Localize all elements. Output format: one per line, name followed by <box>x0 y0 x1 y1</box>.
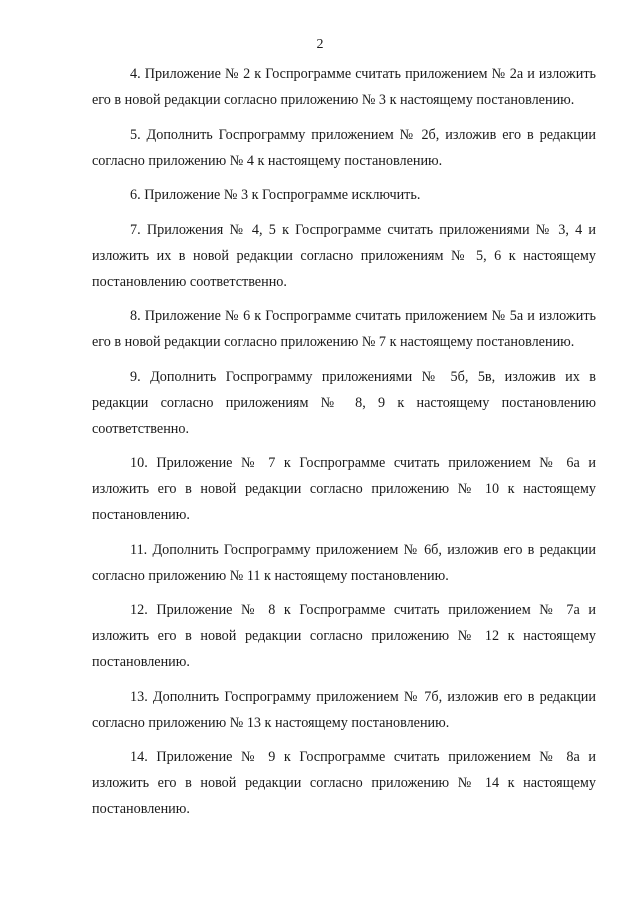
document-body <box>92 61 596 831</box>
paragraph-item-10: 10. Приложение № 7 к Госпрограмме считать приложением № 6а и изложить его в новой редакции согласно приложению № 10 к настоящему постановлению. <box>92 455 596 523</box>
paragraph-item-8: 8. Приложение № 6 к Госпрограмме считать приложением № 5а и изложить его в новой редакции согласно приложению № 7 к настоящему постановлению. <box>92 308 596 350</box>
page-number: 2 <box>316 37 324 52</box>
paragraph-item-6: 6. Приложение № 3 к Госпрограмме исключить. <box>130 187 421 203</box>
paragraph-item-4: 4. Приложение № 2 к Госпрограмме считать приложением № 2а и изложить его в новой редакции согласно приложению № 3 к настоящему постановлению. <box>92 66 596 108</box>
paragraph-item-13: 13. Дополнить Госпрограмму приложением № 7б, изложив его в редакции согласно приложению № 13 к настоящему постановлению. <box>92 688 596 731</box>
paragraph-item-11: 11. Дополнить Госпрограмму приложением № 6б, изложив его в редакции согласно приложению № 11 к настоящему постановлению. <box>92 541 596 584</box>
paragraph-item-14: 14. Приложение № 9 к Госпрограмме считать приложением № 8а и изложить его в новой редакции согласно приложению № 14 к настоящему постановлению. <box>92 749 596 817</box>
paragraph-item-9: 9. Дополнить Госпрограмму приложениями № 5б, 5в, изложив их в редакции согласно приложениям № 8, 9 к настоящему постановлению соответственно. <box>92 368 596 437</box>
paragraph-item-7: 7. Приложения № 4, 5 к Госпрограмме считать приложениями № 3, 4 и изложить их в новой редакции согласно приложениям № 5, 6 к настоящему постановлению соответственно. <box>92 221 596 290</box>
paragraph-item-5: 5. Дополнить Госпрограмму приложением № 2б, изложив его в редакции согласно приложению № 4 к настоящему постановлению. <box>92 126 596 169</box>
paragraph-item-12: 12. Приложение № 8 к Госпрограмме считать приложением № 7а и изложить его в новой редакции согласно приложению № 12 к настоящему постановлению. <box>92 602 596 670</box>
